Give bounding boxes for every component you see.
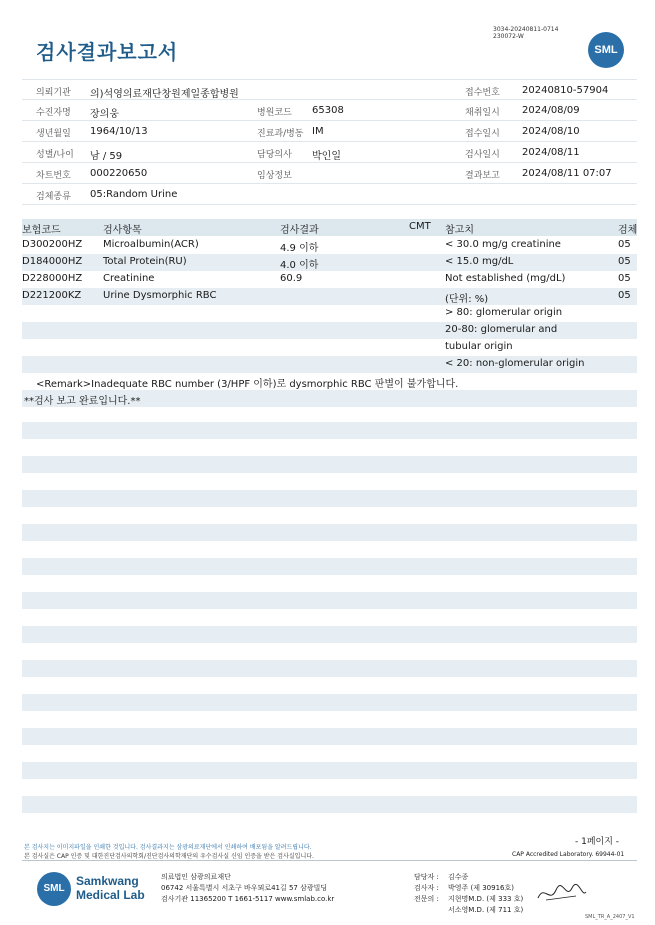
info-value: 05:Random Urine: [90, 189, 178, 200]
info-label: 수진자명: [36, 108, 71, 118]
cap-accreditation: CAP Accredited Laboratory. 69944-01: [512, 851, 625, 858]
info-label: 검체종류: [36, 192, 71, 202]
staff-label: 검사자 :: [414, 884, 439, 892]
cell-ref: > 80: glomerular origin: [445, 307, 563, 318]
cell-ref: 20-80: glomerular and: [445, 324, 558, 335]
info-label: 의뢰기관: [36, 88, 71, 98]
empty-row: [22, 558, 637, 575]
document-id: 3034-20240811-0714 230072-W: [493, 26, 559, 40]
info-value: 000220650: [90, 168, 148, 179]
cell-specimen: 05: [618, 256, 631, 267]
sml-logo: SML: [588, 32, 624, 68]
info-value: 장의웅: [90, 109, 119, 120]
info-value: 박인일: [312, 151, 341, 162]
info-label: 임상정보: [257, 171, 292, 181]
page-title: 검사결과보고서: [36, 40, 179, 64]
table-row: [22, 288, 637, 305]
cell-code: D184000HZ: [22, 256, 83, 267]
cell-code: D221200KZ: [22, 290, 82, 301]
cell-specimen: 05: [618, 239, 631, 250]
cell-result: 4.0 이하: [280, 260, 319, 271]
completed-row: [22, 390, 637, 407]
info-value: IM: [312, 126, 324, 137]
staff-value: 김수종: [448, 873, 469, 881]
cell-item: Total Protein(RU): [103, 256, 187, 267]
patient-info-table: [22, 79, 637, 205]
footer-brand: Samkwang Medical Lab: [76, 874, 145, 902]
print-notice: 본 검사지는 이미지파일을 인쇄한 것입니다. 검사결과지는 삼광의료재단에서 인쇄하여 배포됨을 알려드립니다.: [24, 844, 312, 851]
info-value: 65308: [312, 105, 344, 116]
cell-specimen: 05: [618, 290, 631, 301]
info-label: 검사일시: [465, 150, 500, 160]
cell-specimen: 05: [618, 273, 631, 284]
cell-result: 4.9 이하: [280, 243, 319, 254]
signature-icon: [536, 880, 588, 906]
cell-ref: (단위: %): [445, 294, 489, 305]
header-reference: 참고치: [445, 225, 474, 236]
info-row: [22, 142, 637, 163]
form-id: SML_TR_A_2407_V1: [585, 914, 635, 920]
empty-row-stripes: [22, 422, 637, 830]
cell-ref: < 15.0 mg/dL: [445, 256, 514, 267]
staff-line: [414, 894, 523, 905]
page-number: - 1페이지 -: [575, 837, 620, 847]
info-value: 2024/08/10: [522, 126, 580, 137]
empty-row: [22, 660, 637, 677]
table-row: [22, 356, 637, 373]
empty-row: [22, 728, 637, 745]
table-row: [22, 305, 637, 322]
header-result: 검사결과: [280, 225, 319, 236]
info-row: [22, 121, 637, 142]
info-value: 2024/08/09: [522, 105, 580, 116]
staff-value: 지현명M.D. (제 333 호): [448, 895, 524, 903]
cell-ref: < 20: non-glomerular origin: [445, 358, 585, 369]
results-header: [22, 219, 637, 236]
results-rows: [22, 237, 637, 407]
info-row: [22, 163, 637, 184]
empty-row: [22, 762, 637, 779]
cell-ref: Not established (mg/dL): [445, 273, 566, 284]
cell-item: Urine Dysmorphic RBC: [103, 290, 217, 301]
info-label: 결과보고: [465, 171, 500, 181]
table-row: [22, 237, 637, 254]
cell-code: D228000HZ: [22, 273, 83, 284]
info-row: [22, 79, 637, 100]
footer-divider: [22, 860, 637, 861]
table-row: [22, 322, 637, 339]
staff-line: [414, 872, 523, 883]
info-label: 성별/나이: [36, 150, 74, 160]
footer-address: 의료법인 삼광의료재단 06742 서울특별시 서초구 바우뫼로41길 57 삼광빌딩 검사기관 11365200 T 1661-5117 www.smlab.co.kr: [161, 873, 335, 903]
info-value: 2024/08/11 07:07: [522, 168, 612, 179]
staff-label: 전문의 :: [414, 895, 439, 903]
info-value: 의)석영의료재단창원제일종합병원: [90, 89, 239, 100]
info-row: [22, 184, 637, 205]
info-label: 접수일시: [465, 129, 500, 139]
empty-row: [22, 422, 637, 439]
empty-row: [22, 796, 637, 813]
staff-line: [414, 883, 523, 894]
info-value: 남 / 59: [90, 151, 123, 162]
accreditation-notice: 본 검사실은 CAP 인증 및 대한진단검사의학회/진단검사의학재단의 우수검사실 신임 인증을 받은 검사실입니다.: [24, 853, 314, 860]
footer-staff: [414, 872, 523, 916]
info-value: 20240810-57904: [522, 85, 609, 96]
info-value: 2024/08/11: [522, 147, 580, 158]
empty-row: [22, 626, 637, 643]
cell-item: Microalbumin(ACR): [103, 239, 199, 250]
staff-label: 담당자 :: [414, 873, 439, 881]
staff-value: 박영주 (제 30916호): [448, 884, 514, 892]
header-code: 보험코드: [22, 225, 61, 236]
cell-result: 60.9: [280, 273, 303, 284]
info-value: 1964/10/13: [90, 126, 148, 137]
empty-row: [22, 694, 637, 711]
info-label: 차트번호: [36, 171, 71, 181]
info-label: 병원코드: [257, 108, 292, 118]
cell-code: D300200HZ: [22, 239, 83, 250]
info-label: 접수번호: [465, 88, 500, 98]
cell-ref: < 30.0 mg/g creatinine: [445, 239, 561, 250]
completed-text: **검사 보고 완료입니다.**: [24, 396, 141, 407]
empty-row: [22, 490, 637, 507]
header-cmt: CMT: [409, 221, 431, 232]
remark-text: <Remark>Inadequate RBC number (3/HPF 이하)로 dysmorphic RBC 판별이 불가합니다.: [36, 379, 459, 390]
table-row: [22, 339, 637, 356]
remark-row: [22, 373, 637, 390]
empty-row: [22, 456, 637, 473]
empty-row: [22, 524, 637, 541]
cell-ref: tubular origin: [445, 341, 513, 352]
info-label: 채취일시: [465, 108, 500, 118]
empty-row: [22, 592, 637, 609]
info-label: 진료과/병동: [257, 129, 304, 139]
header-specimen: 검체: [618, 225, 638, 236]
table-row: [22, 271, 637, 288]
info-label: 담당의사: [257, 150, 292, 160]
info-label: 생년월일: [36, 129, 71, 139]
staff-line: [414, 905, 523, 916]
header-item: 검사항목: [103, 225, 142, 236]
footer-sml-logo: SML: [37, 872, 71, 906]
staff-value: 서소영M.D. (제 711 호): [448, 906, 524, 914]
table-row: [22, 254, 637, 271]
cell-item: Creatinine: [103, 273, 155, 284]
info-row: [22, 100, 637, 121]
